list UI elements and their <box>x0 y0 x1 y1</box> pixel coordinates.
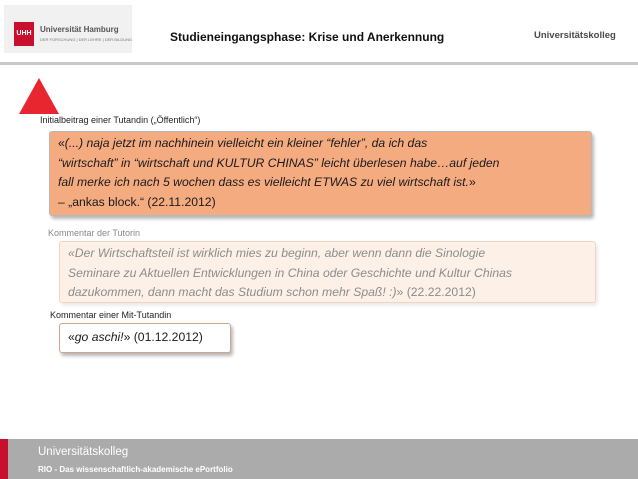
section-label-peer-comment: Kommentar einer Mit-Tutandin <box>50 310 172 320</box>
quote-box-peer-comment <box>59 323 231 353</box>
footer-title: Universitätskolleg <box>38 446 129 458</box>
quote-line: «go aschi!» (01.12.2012) <box>68 330 203 344</box>
quote-line: «(...) naja jetzt im nachhinein vielleicht ein kleiner “fehler”, da ich das <box>58 136 428 150</box>
section-label-initial-post: Initialbeitrag einer Tutandin („Öffentlich“) <box>40 115 201 125</box>
footer-subtitle: RIO - Das wissenschaftlich-akademische ePortfolio <box>38 465 233 474</box>
footer-accent-bar <box>0 439 8 479</box>
warning-triangle-icon <box>17 76 61 116</box>
slide-header <box>0 0 638 62</box>
header-divider <box>0 62 638 65</box>
universitaetskolleg-brand: Universitätskolleg <box>534 30 616 41</box>
quote-line: “wirtschaft” in “wirtschaft und KULTUR CHINAS” leicht überlesen habe…auf jeden <box>58 155 500 170</box>
uhh-logo <box>4 5 132 53</box>
uhh-logo-tagline: DER FORSCHUNG | DER LEHRE | DER BILDUNG <box>40 37 133 42</box>
section-label-tutor-comment: Kommentar der Tutorin <box>48 228 141 238</box>
quote-line: fall merke ich nach 5 wochen dass es vielleicht ETWAS zu viel wirtschaft ist.» <box>58 175 476 189</box>
quote-line: «Der Wirtschaftsteil ist wirklich mies zu beginn, aber wenn dann die Sinologie <box>68 246 486 260</box>
quote-line: dazukommen, dann macht das Studium schon mehr Spaß! :)» (22.22.2012) <box>68 285 476 299</box>
quote-line: Seminare zu Aktuellen Entwicklungen in China oder Geschichte und Kultur Chinas <box>68 265 512 280</box>
uhh-logo-name: Universität Hamburg <box>40 25 119 34</box>
quote-box-initial-post <box>49 131 592 216</box>
quote-line: – „ankas block.“ (22.11.2012) <box>58 194 216 209</box>
slide-title: Studieneingangsphase: Krise und Anerkennung <box>170 30 445 44</box>
quote-box-tutor-comment <box>59 241 596 303</box>
uhh-logo-mark: UHH <box>14 22 34 46</box>
